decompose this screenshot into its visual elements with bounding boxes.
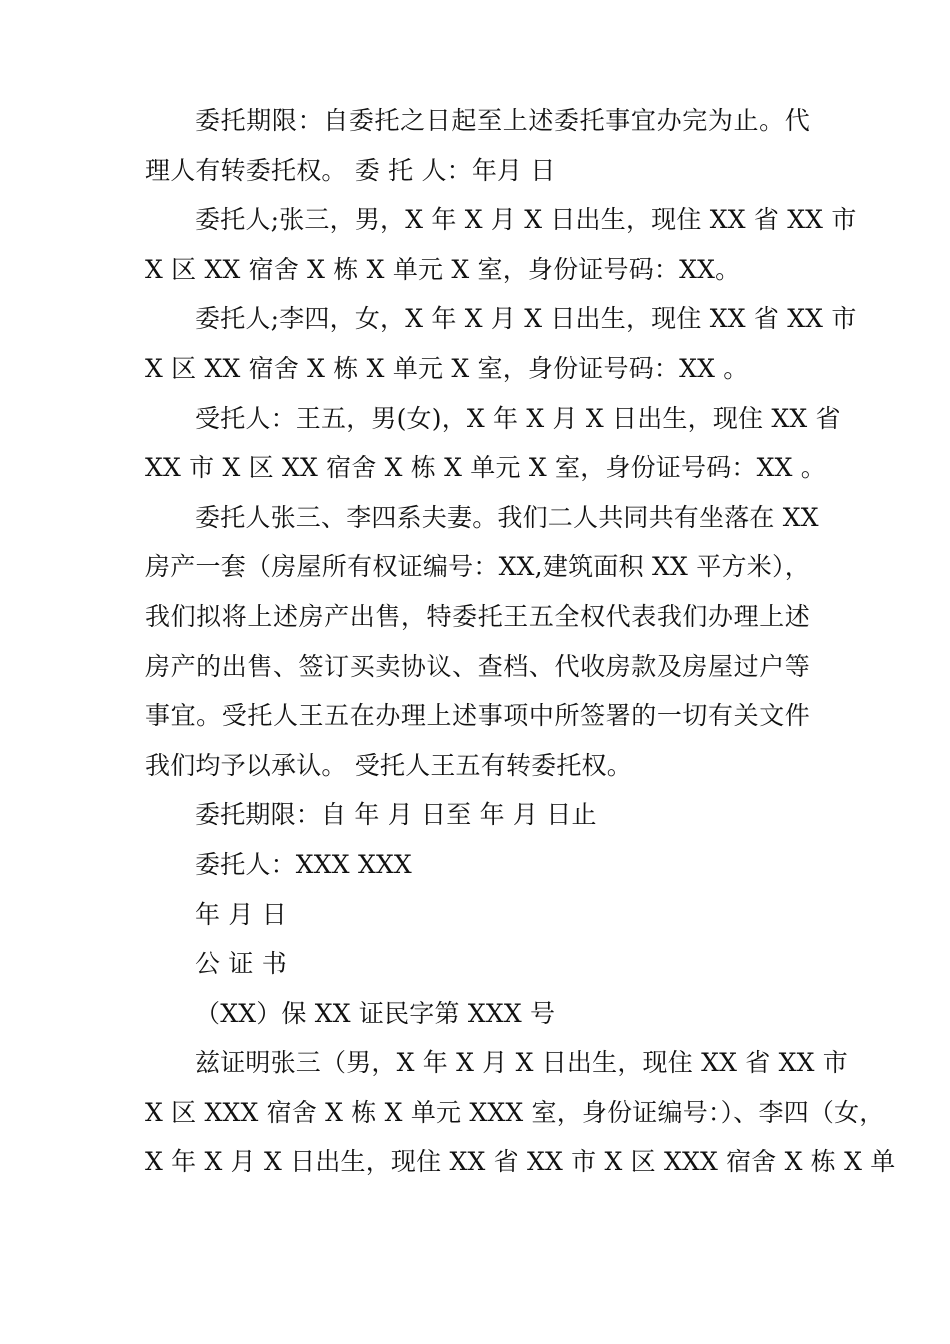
text-line: 事宜。受托人王五在办理上述事项中所签署的一切有关文件 xyxy=(145,701,810,731)
text-line: 委托人;李四，女，X 年 X 月 X 日出生，现住 XX 省 XX 市 xyxy=(195,304,857,334)
text-line: 公 证 书 xyxy=(195,949,287,979)
text-line: 我们均予以承认。 受托人王五有转委托权。 xyxy=(145,750,632,780)
text-line: XX 市 X 区 XX 宿舍 X 栋 X 单元 X 室，身份证号码：XX 。 xyxy=(145,453,826,483)
text-line: 委托期限：自委托之日起至上述委托事宜办完为止。代 xyxy=(195,106,810,135)
text-line: 房产的出售、签订买卖协议、查档、代收房款及房屋过户等 xyxy=(145,651,810,681)
text-line: 委托人：XXX XXX xyxy=(195,849,412,879)
text-line: 年 月 日 xyxy=(195,899,287,929)
text-line: （XX）保 XX 证民字第 XXX 号 xyxy=(195,998,556,1028)
text-line: X 区 XX 宿舍 X 栋 X 单元 X 室，身份证号码：XX。 xyxy=(145,254,741,284)
text-line: 受托人：王五，男(女)，X 年 X 月 X 日出生，现住 XX 省 xyxy=(195,403,841,433)
text-line: X 区 XXX 宿舍 X 栋 X 单元 XXX 室，身份证编号：）、李四（女， xyxy=(145,1097,885,1127)
text-line: 我们拟将上述房产出售，特委托王五全权代表我们办理上述 xyxy=(145,601,810,631)
text-line: 委托人;张三，男，X 年 X 月 X 日出生，现住 XX 省 XX 市 xyxy=(195,205,857,235)
text-line: 委托人张三、李四系夫妻。我们二人共同共有坐落在 XX xyxy=(195,502,819,532)
text-line: 房产一套（房屋所有权证编号：XX,建筑面积 XX 平方米）， xyxy=(145,552,810,582)
text-line: X 区 XX 宿舍 X 栋 X 单元 X 室，身份证号码：XX 。 xyxy=(145,353,749,383)
text-line: 兹证明张三（男，X 年 X 月 X 日出生，现住 XX 省 XX 市 xyxy=(195,1048,848,1078)
text-line: X 年 X 月 X 日出生，现住 XX 省 XX 市 X 区 XXX 宿舍 X 栋 X 单 xyxy=(145,1147,896,1177)
text-line: 理人有转委托权。 委 托 人：年月 日 xyxy=(145,155,556,185)
document-body xyxy=(145,96,896,1187)
text-line: 委托期限：自 年 月 日至 年 月 日止 xyxy=(195,800,597,830)
